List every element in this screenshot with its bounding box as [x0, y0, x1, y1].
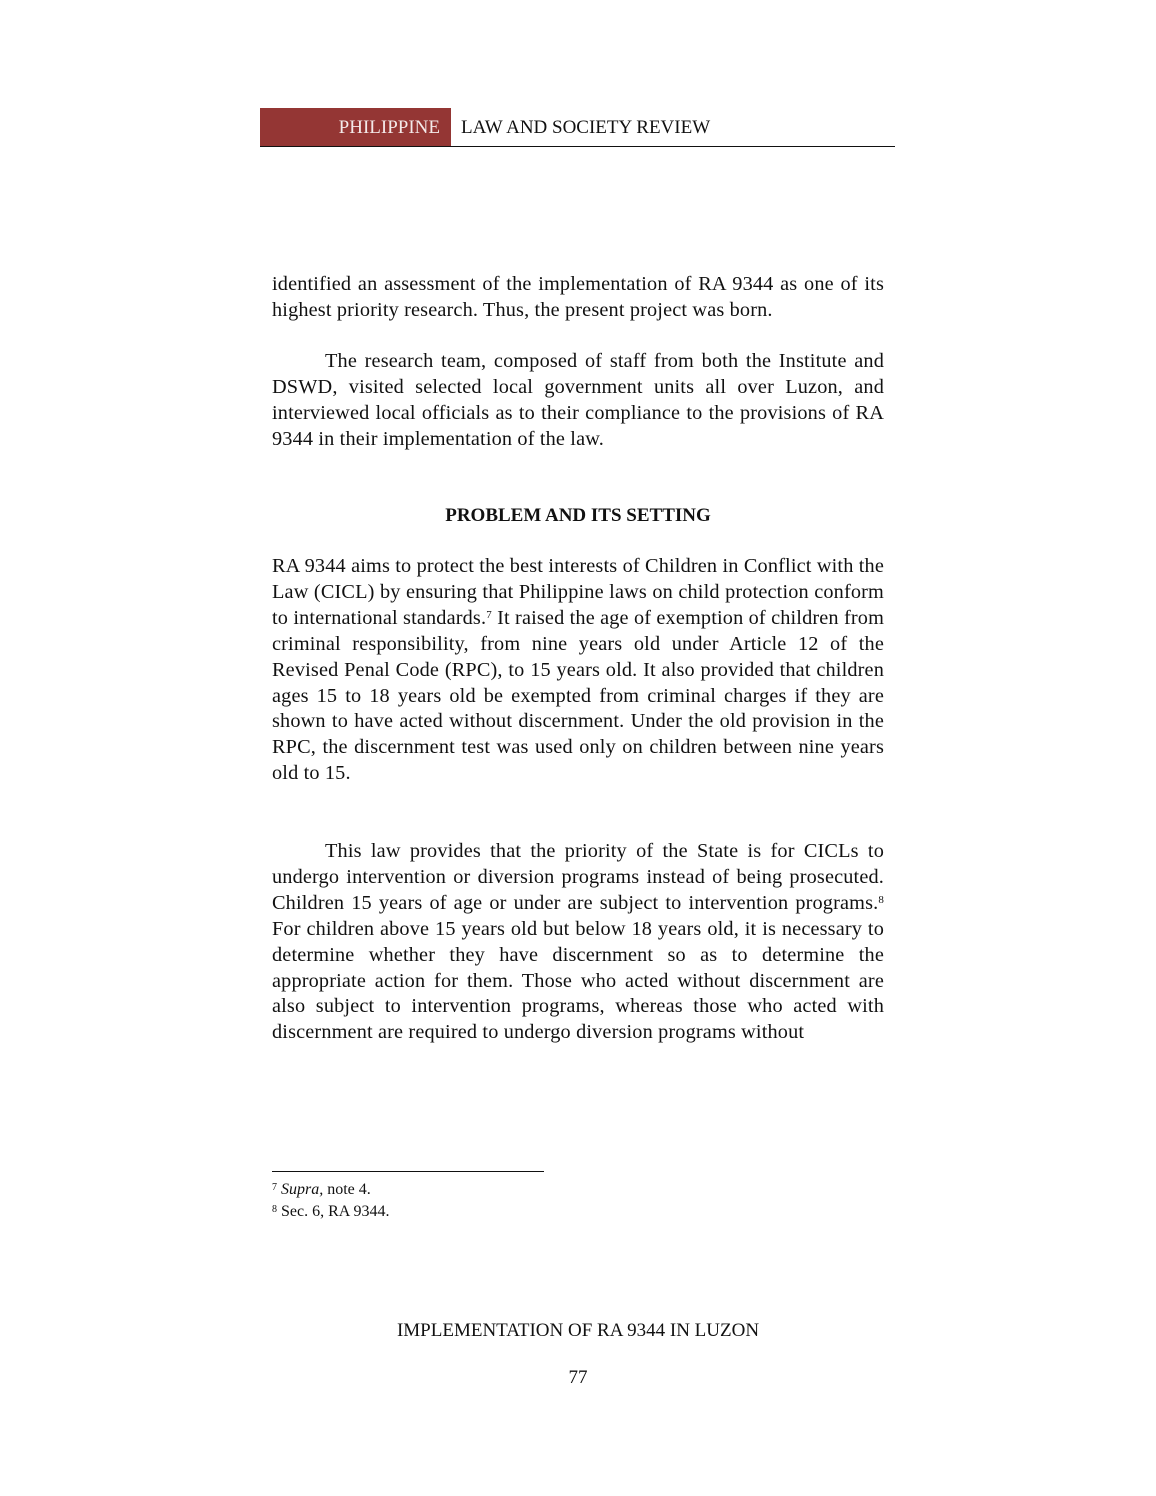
text: It raised the age of exemption of children from criminal responsibility, from nine years old under Article 12 of the Revised Penal Code (RPC), to 15 years old. It also provided that children ages 15 to 18 years old be exempted from criminal charges if they are shown to have acted without discernment. Under the old provision in the RPC, the discernment test was used only on children between nine years old to 15. [272, 606, 884, 785]
paragraph: identified an assessment of the implementation of RA 9344 as one of its highest priority research. Thus, the present project was born. [272, 273, 884, 321]
footnote-rule [272, 1171, 544, 1172]
text: For children above 15 years old but below 18 years old, it is necessary to determine whether they have discernment so as to determine the appropriate action for them. Those who acted without discernment are also subject to intervention programs, whereas those who acted with discernment are required to undergo diversion programs without [272, 917, 884, 1044]
header-rule [260, 146, 895, 147]
paragraph: The research team, composed of staff from both the Institute and DSWD, visited selected local government units all over Luzon, and interviewed local officials as to their compliance to the provisions of RA 9344 in their implementation of the law. [272, 350, 884, 450]
section-heading: PROBLEM AND ITS SETTING [445, 505, 711, 526]
footnote-text: Sec. 6, RA 9344. [281, 1203, 390, 1220]
footnote [272, 1203, 389, 1221]
footnote-number: 7 [272, 1182, 277, 1193]
footnote-ref[interactable]: 8 [878, 893, 884, 906]
footnote-number: 8 [272, 1204, 277, 1215]
footnote-text: note 4. [323, 1181, 371, 1198]
header-left-text: PHILIPPINE [338, 117, 440, 138]
page-number: 77 [568, 1367, 588, 1388]
journal-title: LAW AND SOCIETY REVIEW [461, 117, 711, 138]
running-footer: IMPLEMENTATION OF RA 9344 IN LUZON [396, 1320, 760, 1341]
paragraph [272, 839, 884, 1046]
text: RA 9344 aims to protect the best interests of Children in Conflict with the Law (CICL) by ensuring that Philippine laws on child protection conform to international standards. [272, 555, 884, 629]
footnote [272, 1181, 371, 1199]
footnote-italic: Supra, [281, 1181, 324, 1198]
paragraph [272, 554, 884, 787]
header-accent-block [260, 108, 451, 146]
text: This law provides that the priority of the State is for CICLs to undergo intervention or diversion programs instead of being prosecuted. Children 15 years of age or under are subject to intervention programs. [272, 840, 884, 914]
footnote-ref[interactable]: 7 [486, 608, 492, 621]
